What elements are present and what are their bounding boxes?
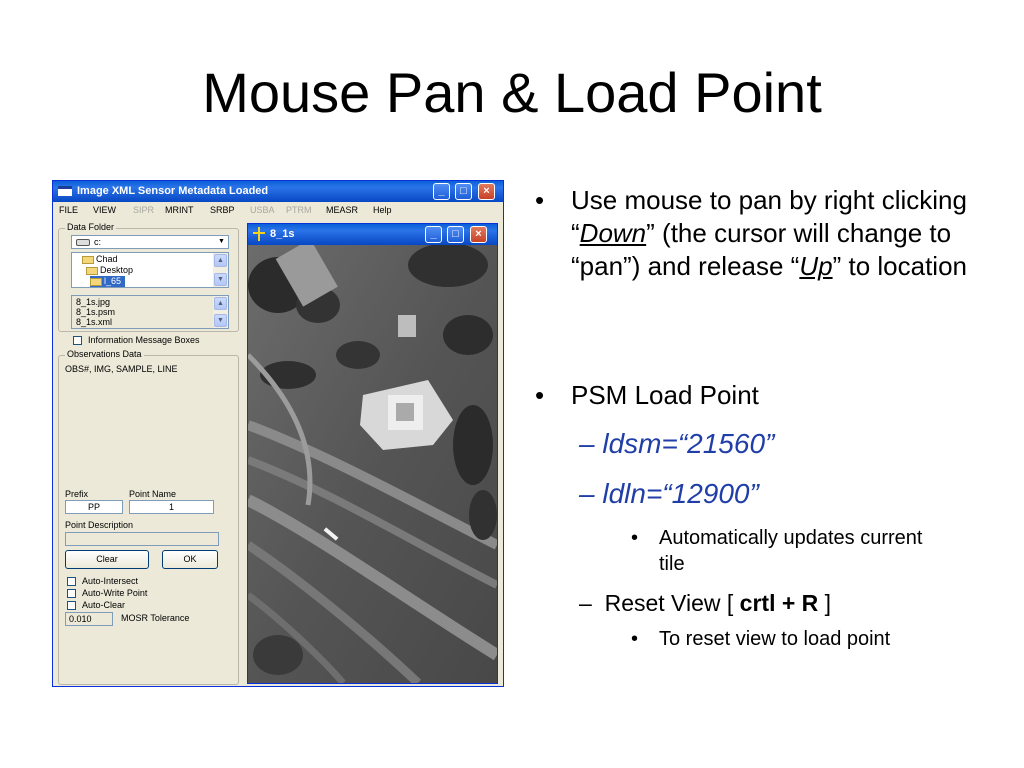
- file-list[interactable]: [71, 295, 229, 329]
- bullet-dot: •: [535, 380, 545, 410]
- file-item[interactable]: 8_1s.xml: [76, 317, 113, 327]
- image-minimize-button[interactable]: _: [425, 226, 442, 243]
- menu-file[interactable]: FILE: [59, 205, 79, 215]
- left-panel: [57, 219, 243, 685]
- minimize-button[interactable]: _: [433, 183, 450, 200]
- app-titlebar[interactable]: [53, 181, 503, 202]
- checkbox-label: Auto-Intersect: [82, 576, 139, 586]
- data-folder-group: [58, 222, 239, 332]
- point-name-label: Point Name: [129, 489, 177, 499]
- mosr-tolerance-input[interactable]: 0.010: [65, 612, 113, 626]
- file-item[interactable]: 8_1s.jpg: [76, 297, 111, 307]
- scroll-down-icon[interactable]: ▼: [214, 314, 227, 327]
- menu-measr[interactable]: MEASR: [326, 205, 359, 215]
- checkbox-label: Auto-Write Point: [82, 588, 148, 598]
- slide-title: Mouse Pan & Load Point: [202, 61, 822, 124]
- aerial-image[interactable]: [248, 245, 497, 683]
- drive-value: c:: [94, 237, 102, 247]
- menu-srbp[interactable]: SRBP: [210, 205, 235, 215]
- up-keyword: Up: [799, 251, 833, 281]
- bullet-psm-text: PSM Load Point: [571, 380, 759, 410]
- dash: –: [579, 428, 595, 459]
- prefix-label: Prefix: [65, 489, 89, 499]
- folder-icon: [86, 267, 98, 275]
- observations-header: OBS#, IMG, SAMPLE, LINE: [65, 364, 178, 374]
- image-window-titlebar[interactable]: [248, 224, 497, 245]
- ldsm-item: [579, 427, 774, 461]
- menu-sipr[interactable]: SIPR: [133, 205, 155, 215]
- maximize-button[interactable]: □: [455, 183, 472, 200]
- drive-icon: [76, 239, 90, 246]
- point-description-input[interactable]: [65, 532, 219, 546]
- checkbox-label: Auto-Clear: [82, 600, 126, 610]
- observations-label: Observations Data: [67, 349, 142, 359]
- point-name-input[interactable]: 1: [129, 500, 214, 514]
- checkbox-box[interactable]: [73, 336, 82, 345]
- checkbox-label: Information Message Boxes: [88, 335, 200, 345]
- image-close-button[interactable]: ×: [470, 226, 487, 243]
- bullet-pan-part: ” (the cursor will change to “pan”) and release “: [571, 218, 952, 281]
- checkbox-box[interactable]: [67, 601, 76, 610]
- down-keyword: Down: [579, 218, 647, 248]
- scroll-down-icon[interactable]: ▼: [214, 273, 227, 286]
- checkbox-box[interactable]: [67, 577, 76, 586]
- auto-intersect-checkbox[interactable]: [67, 576, 138, 588]
- dash: –: [579, 590, 592, 616]
- prefix-input[interactable]: PP: [65, 500, 123, 514]
- checkbox-box[interactable]: [67, 589, 76, 598]
- observations-group: [58, 349, 239, 685]
- chevron-down-icon[interactable]: ▼: [218, 238, 225, 245]
- menu-help[interactable]: Help: [373, 205, 392, 215]
- dash: –: [579, 478, 595, 509]
- reset-desc-text: To reset view to load point: [659, 628, 891, 650]
- folder-item-desktop[interactable]: [86, 265, 133, 276]
- ldsm-value: ldsm=“21560”: [602, 428, 775, 459]
- auto-clear-checkbox[interactable]: [67, 600, 125, 612]
- drive-select[interactable]: [71, 235, 229, 249]
- folder-item-selected[interactable]: [90, 276, 125, 287]
- menu-view[interactable]: VIEW: [93, 205, 117, 215]
- mosr-tolerance-label: MOSR Tolerance: [121, 613, 190, 623]
- menu-mrint[interactable]: MRINT: [165, 205, 194, 215]
- bullet-pan-text: [571, 184, 971, 283]
- folder-list-scrollbar[interactable]: [213, 253, 228, 287]
- auto-write-point-checkbox[interactable]: [67, 588, 147, 600]
- crosshair-icon: [253, 227, 265, 241]
- file-item[interactable]: 8_1s.psm: [76, 307, 116, 317]
- ldln-value: ldln=“12900”: [602, 478, 759, 509]
- menu-bar: [53, 202, 503, 219]
- reset-view-text: Reset View [: [604, 590, 740, 616]
- folder-icon: [82, 256, 94, 264]
- ldln-item: [579, 477, 759, 511]
- bullet-pan-part: Use mouse to pan by right clicking “: [571, 185, 967, 248]
- bullet-dot: •: [631, 628, 639, 650]
- folder-list[interactable]: [71, 252, 229, 288]
- app-title: Image XML Sensor Metadata Loaded: [77, 185, 269, 197]
- reset-view-shortcut: crtl + R: [739, 590, 819, 616]
- image-maximize-button[interactable]: □: [447, 226, 464, 243]
- folder-icon: [90, 278, 102, 286]
- bullet-dot: •: [535, 185, 545, 215]
- scroll-up-icon[interactable]: ▲: [214, 254, 227, 267]
- image-window-title: 8_1s: [270, 228, 295, 240]
- app-window: [52, 180, 504, 687]
- app-window-icon: [58, 186, 72, 196]
- reset-view-item: [579, 589, 831, 617]
- folder-item-chad[interactable]: [82, 254, 118, 265]
- info-message-boxes-checkbox[interactable]: [73, 335, 200, 347]
- data-folder-label: Data Folder: [67, 222, 115, 232]
- folder-item-label: Desktop: [100, 265, 134, 275]
- image-window[interactable]: [247, 223, 498, 684]
- reset-view-text: ]: [818, 590, 832, 616]
- menu-ptrm[interactable]: PTRM: [286, 205, 312, 215]
- folder-item-label: Chad: [96, 254, 118, 264]
- ok-button[interactable]: OK: [162, 550, 218, 569]
- menu-usba[interactable]: USBA: [250, 205, 275, 215]
- close-button[interactable]: ×: [478, 183, 495, 200]
- scroll-up-icon[interactable]: ▲: [214, 297, 227, 310]
- folder-item-label: l_65: [104, 276, 122, 286]
- bullet-dot: •: [631, 527, 639, 549]
- bullet-pan-part: ” to location: [832, 251, 967, 281]
- auto-update-text: Automatically updates current tile: [659, 527, 923, 575]
- clear-button[interactable]: Clear: [65, 550, 149, 569]
- file-list-scrollbar[interactable]: [213, 296, 228, 328]
- point-description-label: Point Description: [65, 520, 134, 530]
